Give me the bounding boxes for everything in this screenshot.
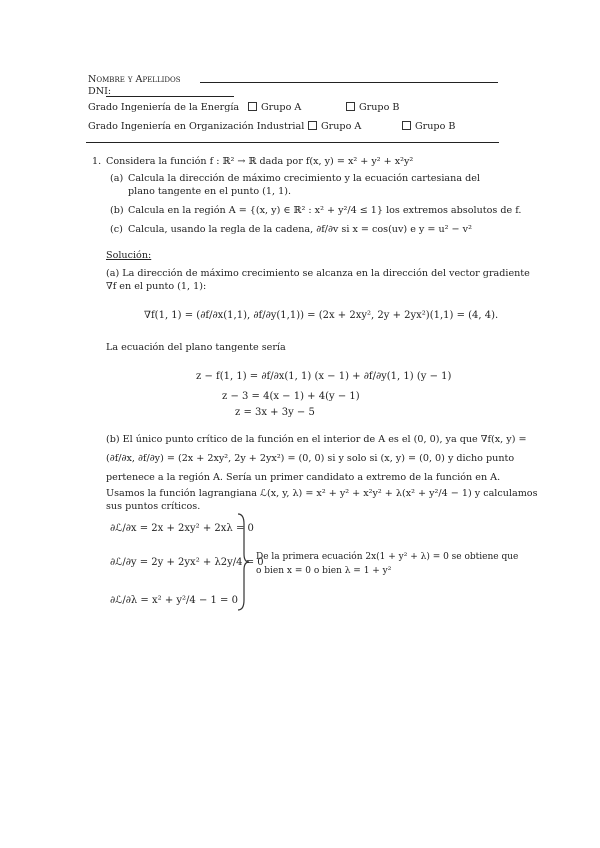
checkbox-icon[interactable] (248, 102, 257, 111)
name-line[interactable] (200, 82, 498, 83)
degree1-group-b[interactable]: Grupo B (346, 102, 399, 115)
system-eq1: ∂ℒ/∂x = 2x + 2xy² + 2xλ = 0 (110, 523, 254, 534)
tangent-eq2: z − 3 = 4(x − 1) + 4(y − 1) (222, 391, 360, 402)
part-b-text: Calcula en la región A = {(x, y) ∈ ℝ² : x² + y²/4 ≤ 1} los extremos absolutos de f. (128, 205, 522, 216)
degree2-group-b[interactable]: Grupo B (402, 121, 455, 134)
side-note-line1: De la primera ecuación 2x(1 + y² + λ) = 0 se obtiene que (256, 552, 519, 562)
part-a-label: (a) (110, 173, 124, 184)
tangent-eq1: z − f(1, 1) = ∂f/∂x(1, 1) (x − 1) + ∂f/∂y(1, 1) (y − 1) (196, 371, 452, 382)
system-eq3: ∂ℒ/∂λ = x² + y²/4 − 1 = 0 (110, 595, 238, 606)
dni-label: DNI: (88, 86, 112, 97)
degree1-label: Grado Ingeniería de la Energía (88, 102, 240, 113)
part-c-text: Calcula, usando la regla de la cadena, ∂f/∂v si x = cos(uv) e y = u² − v² (128, 224, 472, 235)
tangent-intro: La ecuación del plano tangente sería (106, 342, 286, 353)
problem-statement: Considera la función f : ℝ² → ℝ dada por f(x, y) = x² + y² + x²y² (106, 156, 414, 167)
system-brace (236, 512, 250, 612)
solution-b-line4: Usamos la función lagrangiana ℒ(x, y, λ) = x² + y² + x²y² + λ(x² + y²/4 − 1) y calculamos (106, 488, 538, 499)
problem-number: 1. (92, 156, 102, 167)
checkbox-icon[interactable] (402, 121, 411, 130)
system-eq2: ∂ℒ/∂y = 2y + 2yx² + λ2y/4 = 0 (110, 557, 264, 568)
solution-a-line1: (a) La dirección de máximo crecimiento se alcanza en la dirección del vector gradiente (106, 268, 530, 279)
checkbox-icon[interactable] (308, 121, 317, 130)
solution-title: Solución: (106, 250, 152, 261)
solution-a-line2: ∇f en el punto (1, 1): (106, 281, 207, 292)
solution-b-line3: pertenece a la región A. Sería un primer candidato a extremo de la función en A. (106, 472, 501, 483)
solution-b-line2: (∂f/∂x, ∂f/∂y) = (2x + 2xy², 2y + 2yx²) = (0, 0) si y solo si (x, y) = (0, 0) y dicho punto (106, 453, 515, 464)
degree2-label: Grado Ingeniería en Organización Industrial (88, 121, 305, 132)
side-note-line2: o bien x = 0 o bien λ = 1 + y² (256, 566, 392, 576)
part-a-text: Calcula la dirección de máximo crecimiento y la ecuación cartesiana del plano tangente en el punto (1, 1). (128, 173, 480, 197)
gradient-equation: ∇f(1, 1) = (∂f/∂x(1,1), ∂f/∂y(1,1)) = (2x + 2xy², 2y + 2yx²)(1,1) = (4, 4). (144, 310, 499, 321)
solution-b-line1: (b) El único punto crítico de la función en el interior de A es el (0, 0), ya que ∇f(x, y) = (106, 434, 527, 445)
degree1-group-a[interactable]: Grupo A (248, 102, 301, 115)
checkbox-icon[interactable] (346, 102, 355, 111)
header-divider (86, 142, 499, 143)
solution-b-line5: sus puntos críticos. (106, 501, 201, 512)
dni-line[interactable] (106, 96, 234, 97)
part-b-label: (b) (110, 205, 124, 216)
name-label: Nombre y Apellidos (88, 74, 181, 85)
degree2-group-a[interactable]: Grupo A (308, 121, 361, 134)
part-c-label: (c) (110, 224, 123, 235)
tangent-eq3: z = 3x + 3y − 5 (235, 407, 315, 418)
